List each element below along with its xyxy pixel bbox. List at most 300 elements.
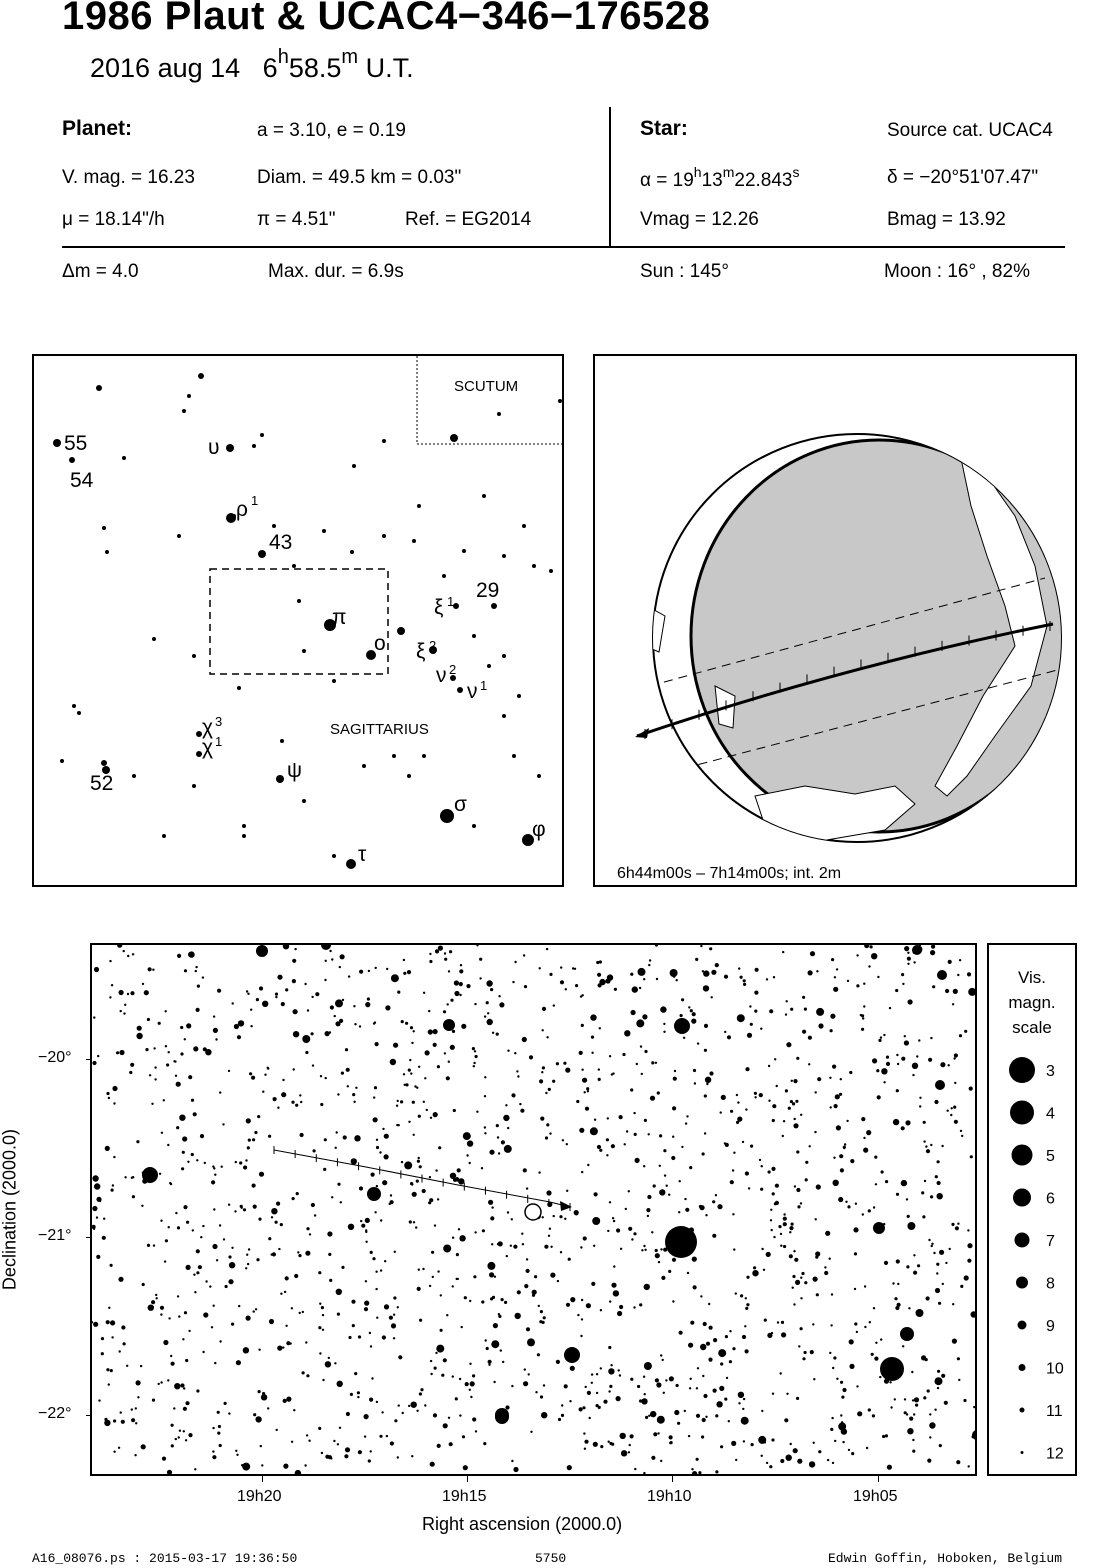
- star-label-upsilon: υ: [208, 436, 220, 459]
- field-star: [907, 957, 911, 961]
- field-star: [429, 1198, 433, 1202]
- field-star: [420, 1388, 423, 1391]
- field-star: [934, 1100, 938, 1104]
- planet-reference: Ref. = EG2014: [405, 209, 532, 230]
- field-star: [498, 995, 500, 997]
- field-star: [484, 1095, 486, 1097]
- field-star: [949, 1248, 951, 1250]
- field-star: [802, 1357, 805, 1360]
- field-star: [488, 1360, 492, 1364]
- field-star: [254, 1131, 257, 1134]
- field-star: [456, 1177, 458, 1179]
- field-star: [515, 1313, 521, 1319]
- field-star: [729, 1360, 732, 1363]
- field-star: [391, 974, 399, 982]
- field-star: [855, 1203, 857, 1205]
- field-star: [389, 1316, 393, 1320]
- field-star: [724, 1398, 727, 1401]
- field-star: [881, 1068, 887, 1074]
- map-star: [302, 649, 306, 653]
- field-star: [931, 1245, 933, 1247]
- field-star: [429, 960, 432, 963]
- field-star: [524, 1284, 528, 1288]
- bright-star: [674, 1018, 690, 1034]
- field-star: [720, 1445, 723, 1448]
- field-star: [384, 1134, 389, 1139]
- field-star: [735, 1292, 737, 1294]
- field-star: [182, 1338, 184, 1340]
- field-star: [834, 1440, 836, 1442]
- field-star: [522, 1037, 527, 1042]
- field-star: [523, 954, 525, 956]
- field-star: [235, 1450, 237, 1452]
- bright-star: [256, 945, 268, 957]
- field-star: [94, 967, 99, 972]
- field-star: [242, 1463, 250, 1471]
- field-star: [393, 1337, 395, 1339]
- field-star: [841, 1421, 843, 1423]
- field-star: [171, 1424, 174, 1427]
- field-star: [542, 1066, 545, 1069]
- field-star: [796, 1188, 800, 1192]
- bright-star: [665, 1226, 697, 1258]
- field-star: [618, 1369, 620, 1371]
- field-star: [619, 1374, 621, 1376]
- field-star: [953, 1106, 956, 1109]
- field-star: [217, 989, 221, 993]
- field-star: [708, 1303, 710, 1305]
- field-star: [497, 1136, 499, 1138]
- field-star: [695, 958, 698, 961]
- field-star: [340, 1201, 342, 1203]
- field-star: [538, 1305, 540, 1307]
- field-star: [639, 1303, 642, 1306]
- star-chart: [90, 943, 977, 1476]
- field-star: [886, 1056, 889, 1059]
- field-star: [147, 1018, 150, 1021]
- field-star: [609, 1385, 612, 1388]
- field-star: [715, 1194, 717, 1196]
- field-star: [866, 1447, 868, 1449]
- field-star: [672, 1300, 674, 1302]
- field-star: [808, 1036, 812, 1040]
- field-star: [219, 1444, 222, 1447]
- field-star: [646, 1208, 650, 1212]
- legend-magnitude-label: 7: [1046, 1233, 1055, 1250]
- field-star: [857, 1411, 862, 1416]
- field-star: [552, 1080, 555, 1083]
- field-star: [271, 1208, 277, 1214]
- star-bmag: Bmag = 13.92: [887, 209, 1006, 230]
- field-star: [970, 1155, 973, 1158]
- field-star: [937, 1193, 943, 1199]
- field-star: [507, 1211, 509, 1213]
- field-star: [511, 1218, 513, 1220]
- field-star: [663, 1149, 666, 1152]
- legend-magnitude-dot: [1015, 1233, 1030, 1248]
- hour-unit: h: [277, 46, 289, 68]
- field-star: [196, 1008, 200, 1012]
- field-star: [335, 1147, 337, 1149]
- field-star: [835, 1094, 840, 1099]
- field-star: [875, 1342, 877, 1344]
- field-star: [672, 1106, 676, 1110]
- field-star: [931, 1243, 933, 1245]
- field-star: [92, 1175, 98, 1181]
- field-star: [643, 1472, 645, 1474]
- field-star: [794, 1185, 796, 1187]
- field-star: [437, 1270, 439, 1272]
- field-star: [340, 954, 345, 959]
- field-star: [930, 1195, 933, 1198]
- field-star: [524, 985, 527, 988]
- field-star: [102, 1236, 106, 1240]
- field-star: [364, 1435, 366, 1437]
- field-star: [330, 1005, 334, 1009]
- field-star: [959, 1034, 962, 1037]
- field-star: [877, 976, 879, 978]
- field-star: [815, 1256, 818, 1259]
- field-star: [340, 1003, 342, 1005]
- map-star: [487, 664, 491, 668]
- field-star: [866, 1130, 871, 1135]
- field-star: [96, 1197, 101, 1202]
- star-label-omicron: ο: [374, 632, 386, 655]
- field-star: [440, 1329, 443, 1332]
- field-star: [922, 1215, 925, 1218]
- field-star: [373, 1022, 375, 1024]
- field-star: [655, 1062, 657, 1064]
- field-star: [678, 1211, 680, 1213]
- field-star: [540, 1117, 544, 1121]
- field-star: [522, 1243, 524, 1245]
- field-star: [912, 1399, 914, 1401]
- field-star: [127, 993, 129, 995]
- field-star: [394, 1251, 396, 1253]
- field-star: [375, 1271, 377, 1273]
- star-source-catalog: Source cat. UCAC4: [887, 120, 1053, 141]
- field-star: [247, 993, 249, 995]
- field-star: [784, 1418, 788, 1422]
- field-star: [585, 1386, 587, 1388]
- field-star: [526, 1187, 528, 1189]
- field-star: [907, 952, 909, 954]
- field-star: [498, 1241, 503, 1246]
- field-star: [496, 1033, 499, 1036]
- field-star: [856, 1331, 858, 1333]
- field-star: [840, 1078, 842, 1080]
- map-star: [512, 754, 516, 758]
- field-star: [954, 1120, 958, 1124]
- field-star: [109, 996, 111, 998]
- field-star: [371, 1377, 373, 1379]
- field-star: [862, 1213, 864, 1215]
- field-star: [118, 1277, 123, 1282]
- field-star: [628, 1451, 630, 1453]
- field-star: [582, 994, 584, 996]
- field-star: [745, 1297, 747, 1299]
- field-star: [831, 958, 834, 961]
- field-star: [167, 1379, 169, 1381]
- field-star: [348, 975, 350, 977]
- field-star: [906, 1265, 909, 1268]
- field-star: [304, 983, 306, 985]
- field-star: [713, 1338, 717, 1342]
- field-star: [847, 980, 849, 982]
- field-star: [702, 1418, 706, 1422]
- field-star: [359, 970, 363, 974]
- field-star: [781, 1332, 786, 1337]
- field-star: [164, 1260, 166, 1262]
- map-star: [276, 775, 284, 783]
- field-star: [352, 1093, 355, 1096]
- field-star: [809, 1461, 815, 1467]
- field-star: [696, 1387, 698, 1389]
- field-star: [861, 1014, 864, 1017]
- field-star: [745, 1067, 749, 1071]
- field-star: [129, 1071, 132, 1074]
- field-star: [761, 1248, 763, 1250]
- field-star: [389, 1203, 391, 1205]
- field-star: [961, 1135, 963, 1137]
- field-star: [587, 1164, 589, 1166]
- field-star: [92, 1206, 97, 1211]
- field-star: [357, 1391, 360, 1394]
- star-declination: δ = −20°51'07.47": [887, 167, 1039, 188]
- field-star: [925, 1145, 927, 1147]
- field-star: [517, 1075, 519, 1077]
- field-star: [818, 1023, 823, 1028]
- field-star: [745, 1171, 749, 1175]
- field-star: [928, 1239, 930, 1241]
- ra-second-unit: s: [792, 164, 800, 180]
- field-star: [838, 1423, 846, 1431]
- field-star: [845, 1201, 847, 1203]
- field-star: [625, 1208, 627, 1210]
- field-star: [878, 1039, 881, 1042]
- map-star: [242, 834, 246, 838]
- field-star: [484, 1076, 486, 1078]
- field-star: [408, 1121, 410, 1123]
- field-star: [616, 1228, 620, 1232]
- field-star: [106, 1368, 109, 1371]
- field-star: [103, 1218, 105, 1220]
- field-star: [582, 1078, 587, 1083]
- event-hour: 6: [262, 53, 278, 83]
- field-star: [281, 1092, 286, 1097]
- field-star: [937, 1181, 941, 1185]
- field-star: [413, 1221, 415, 1223]
- field-star: [182, 1151, 185, 1154]
- field-star: [486, 1001, 489, 1004]
- field-star: [914, 1397, 919, 1402]
- field-star: [286, 1397, 291, 1402]
- field-star: [179, 1115, 185, 1121]
- field-star: [212, 1450, 214, 1452]
- field-star: [638, 968, 646, 976]
- legend-magnitude-label: 12: [1046, 1445, 1064, 1463]
- bright-star: [937, 970, 947, 980]
- field-star: [856, 954, 858, 956]
- field-star: [529, 1055, 533, 1059]
- field-star: [882, 1435, 885, 1438]
- field-star: [930, 1037, 932, 1039]
- field-star: [325, 1077, 327, 1079]
- field-star: [216, 1259, 218, 1261]
- field-star: [717, 1204, 722, 1209]
- field-star: [538, 1171, 540, 1173]
- field-star: [464, 1296, 467, 1299]
- field-star: [700, 1205, 705, 1210]
- field-star: [597, 973, 601, 977]
- field-star: [809, 1145, 811, 1147]
- field-star: [476, 945, 478, 947]
- field-star: [168, 1226, 170, 1228]
- field-star: [696, 1414, 700, 1418]
- field-star: [853, 1227, 858, 1232]
- field-star: [152, 969, 154, 971]
- field-star: [422, 1268, 424, 1270]
- field-star: [546, 948, 548, 950]
- field-star: [180, 1026, 183, 1029]
- field-star: [430, 1360, 432, 1362]
- field-star: [603, 1400, 607, 1404]
- event-minute: 58.5: [288, 53, 342, 83]
- map-star: [226, 444, 234, 452]
- field-star: [404, 1161, 412, 1169]
- legend-magnitude-label: 11: [1046, 1403, 1063, 1420]
- star-label-54: 54: [70, 469, 94, 492]
- map-star: [440, 809, 454, 823]
- map-star: [297, 599, 301, 603]
- field-star: [782, 951, 784, 953]
- legend-magnitude-label: 9: [1046, 1318, 1055, 1335]
- field-star: [697, 1367, 699, 1369]
- map-star: [332, 854, 336, 858]
- ra-minute-unit: m: [722, 164, 735, 180]
- field-star: [156, 1297, 158, 1299]
- field-star: [487, 1019, 493, 1025]
- field-star: [168, 1051, 170, 1053]
- field-star: [901, 1126, 905, 1130]
- field-star: [795, 1100, 798, 1103]
- field-star: [956, 1460, 960, 1464]
- field-star: [498, 1315, 501, 1318]
- field-star: [302, 1035, 310, 1043]
- field-star: [397, 1100, 399, 1102]
- field-star: [269, 1319, 274, 1324]
- field-star: [124, 1004, 126, 1006]
- field-star: [370, 1398, 373, 1401]
- map-star: [237, 686, 241, 690]
- field-star: [416, 1410, 418, 1412]
- field-star: [870, 945, 873, 948]
- field-star: [282, 1346, 284, 1348]
- field-star: [136, 1033, 142, 1039]
- field-star: [659, 1134, 662, 1137]
- field-star: [449, 1442, 453, 1446]
- field-star: [252, 1184, 256, 1188]
- field-star: [214, 1174, 216, 1176]
- field-star: [969, 1087, 973, 1091]
- field-star: [804, 1351, 807, 1354]
- field-star: [250, 1025, 252, 1027]
- field-star: [802, 996, 805, 999]
- field-star: [704, 1024, 708, 1028]
- field-star: [643, 1165, 645, 1167]
- field-star: [940, 1062, 945, 1067]
- field-star: [197, 985, 200, 988]
- field-star: [672, 1136, 674, 1138]
- field-star: [564, 1218, 566, 1220]
- field-star: [131, 1177, 133, 1179]
- field-star: [854, 1288, 856, 1290]
- field-star: [367, 997, 370, 1000]
- field-star: [744, 1325, 746, 1327]
- field-star: [830, 1106, 832, 1108]
- field-star: [307, 1009, 309, 1011]
- field-star: [550, 1273, 555, 1278]
- field-star: [252, 1138, 255, 1141]
- x-tick-mark: [878, 1476, 879, 1482]
- field-star: [705, 1416, 707, 1418]
- field-star: [305, 1051, 308, 1054]
- field-star: [958, 1379, 960, 1381]
- field-star: [291, 1101, 294, 1104]
- field-star: [549, 1132, 551, 1134]
- field-star: [770, 1209, 772, 1211]
- map-star: [537, 774, 541, 778]
- field-star: [770, 1219, 772, 1221]
- field-star: [463, 1465, 468, 1470]
- field-star: [257, 1115, 260, 1118]
- field-star: [221, 1166, 223, 1168]
- field-star: [935, 1288, 940, 1293]
- field-star: [507, 1050, 509, 1052]
- field-star: [630, 1434, 634, 1438]
- field-star: [337, 1093, 339, 1095]
- map-star: [457, 687, 463, 693]
- field-star: [929, 1422, 935, 1428]
- field-star: [255, 1308, 257, 1310]
- map-star: [502, 554, 506, 558]
- legend-magnitude-dot: [1020, 1408, 1025, 1413]
- field-star: [685, 1122, 687, 1124]
- scutum-boundary: [417, 356, 562, 444]
- field-star: [119, 1350, 121, 1352]
- field-star: [147, 1244, 150, 1247]
- field-star: [127, 955, 129, 957]
- map-star: [177, 534, 181, 538]
- magnitude-legend: [987, 943, 1077, 1476]
- field-star: [505, 1405, 509, 1409]
- field-star: [761, 1455, 763, 1457]
- field-star: [450, 1173, 456, 1179]
- field-star: [234, 1210, 236, 1212]
- field-star: [459, 1414, 461, 1416]
- field-star: [644, 1362, 652, 1370]
- field-star: [774, 1058, 776, 1060]
- field-star: [443, 1358, 447, 1362]
- field-star: [482, 1229, 485, 1232]
- field-star: [318, 1271, 321, 1274]
- star-label-pi: π: [332, 606, 347, 629]
- field-star: [657, 1416, 665, 1424]
- field-star: [923, 1140, 925, 1142]
- field-star: [793, 1250, 795, 1252]
- field-star: [764, 1319, 767, 1322]
- field-star: [617, 1311, 622, 1316]
